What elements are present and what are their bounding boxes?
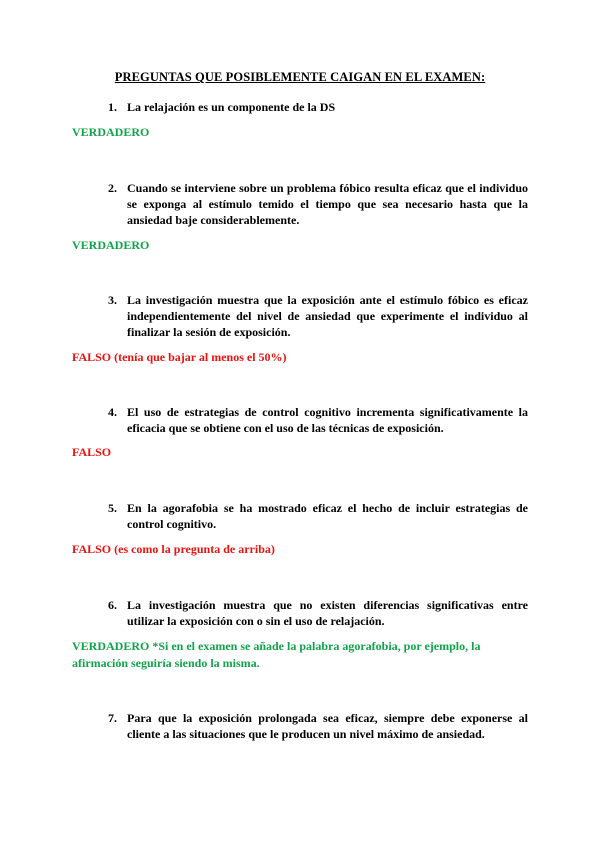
- answer-6: VERDADERO *Si en el examen se añade la palabra agorafobia, por ejemplo, la afirmación seguiría siendo la misma.: [72, 639, 481, 670]
- question-number: 2.: [108, 181, 117, 195]
- question-text: Cuando se interviene sobre un problema fóbico resulta eficaz que el individuo se exponga al estímulo temido el tiempo que sea necesario hasta que la ansiedad baje considerablemente.: [127, 181, 528, 227]
- question-text: La investigación muestra que la exposición ante el estímulo fóbico es eficaz independientemente del nivel de ansiedad que experimente el individuo al finalizar la sesión de exposición.: [127, 293, 528, 339]
- question-text: El uso de estrategias de control cognitivo incrementa significativamente la eficacia que se obtiene con el uso de las técnicas de exposición.: [127, 405, 528, 435]
- question-number: 3.: [108, 293, 117, 307]
- question-text: En la agorafobia se ha mostrado eficaz el hecho de incluir estrategias de control cognitivo.: [127, 501, 528, 531]
- answer-1: VERDADERO: [72, 125, 150, 139]
- question-number: 5.: [108, 501, 117, 515]
- question-number: 1.: [108, 100, 117, 114]
- question-4: [108, 404, 528, 436]
- question-2: [108, 180, 528, 228]
- question-6: [108, 597, 528, 629]
- question-text: La investigación muestra que no existen diferencias significativas entre utilizar la exposición con o sin el uso de relajación.: [127, 598, 528, 628]
- question-text: Para que la exposición prolongada sea eficaz, siempre debe exponerse al cliente a las situaciones que le producen un nivel máximo de ansiedad.: [127, 711, 528, 741]
- question-7: [108, 710, 528, 742]
- answer-5: FALSO (es como la pregunta de arriba): [72, 542, 275, 556]
- page-title: PREGUNTAS QUE POSIBLEMENTE CAIGAN EN EL EXAMEN:: [114, 70, 486, 84]
- answer-4: FALSO: [72, 445, 112, 459]
- question-1: [108, 99, 528, 115]
- question-number: 4.: [108, 405, 117, 419]
- answer-2: VERDADERO: [72, 238, 150, 252]
- question-number: 7.: [108, 711, 117, 725]
- question-number: 6.: [108, 598, 117, 612]
- answer-3: FALSO (tenía que bajar al menos el 50%): [72, 350, 287, 364]
- question-3: [108, 292, 528, 340]
- question-5: [108, 500, 528, 532]
- question-text: La relajación es un componente de la DS: [127, 100, 336, 114]
